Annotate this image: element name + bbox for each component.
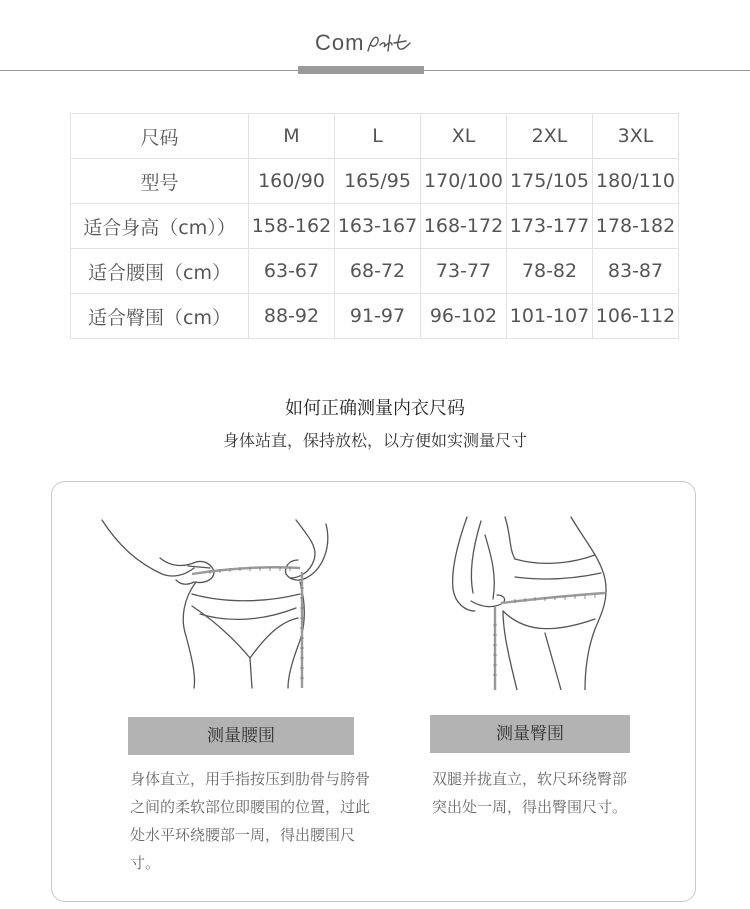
model-row — [71, 159, 679, 204]
table-cell: 3XL — [593, 114, 679, 159]
table-cell: XL — [421, 114, 507, 159]
header-accent-bar — [298, 66, 424, 74]
table-cell: 88-92 — [249, 294, 335, 339]
table-cell: 165/95 — [335, 159, 421, 204]
waist-measure-description: 身体直立，用手指按压到肋骨与胯骨之间的柔软部位即腰围的位置，过此处水平环绕腰部一周，得出腰围尺寸。 — [130, 770, 371, 872]
table-cell: 91-97 — [335, 294, 421, 339]
table-cell: M — [249, 114, 335, 159]
table-cell: 73-77 — [421, 249, 507, 294]
table-cell: 101-107 — [507, 294, 593, 339]
table-cell: 163-167 — [335, 204, 421, 249]
table-cell: 106-112 — [593, 294, 679, 339]
table-cell: 158-162 — [249, 204, 335, 249]
brand-text: Com — [315, 30, 365, 55]
table-row-header: 型号 — [71, 159, 249, 204]
waist-measure-label: 测量腰围 — [128, 717, 354, 755]
hip-measure-illustration — [445, 515, 615, 690]
table-cell: 170/100 — [421, 159, 507, 204]
table-cell: 96-102 — [421, 294, 507, 339]
table-cell: 68-72 — [335, 249, 421, 294]
brand-logo — [315, 30, 412, 56]
waist-measure-illustration — [100, 518, 330, 690]
table-row-header: 适合腰围（cm） — [71, 249, 249, 294]
hip-measure-description: 双腿并拢直立，软尺环绕臀部突出处一周，得出臀围尺寸。 — [432, 770, 628, 816]
table-cell: L — [335, 114, 421, 159]
hip-measure-label: 测量臀围 — [430, 715, 630, 753]
table-cell: 175/105 — [507, 159, 593, 204]
hip-row — [71, 294, 679, 339]
height-row — [71, 204, 679, 249]
table-cell: 178-182 — [593, 204, 679, 249]
table-cell: 2XL — [507, 114, 593, 159]
waist-row — [71, 249, 679, 294]
table-cell: 180/110 — [593, 159, 679, 204]
guide-title: 如何正确测量内衣尺码 — [285, 398, 465, 419]
header — [0, 0, 750, 80]
table-cell: 83-87 — [593, 249, 679, 294]
table-cell: 160/90 — [249, 159, 335, 204]
size-row — [71, 114, 679, 159]
table-row-header: 适合身高（cm）） — [71, 204, 249, 249]
table-cell: 78-82 — [507, 249, 593, 294]
table-row-header: 尺码 — [71, 114, 249, 159]
table-row-header: 适合臀围（cm） — [71, 294, 249, 339]
fit-script-logo-icon — [366, 31, 412, 55]
size-table — [70, 113, 679, 339]
guide-subtitle: 身体站直，保持放松，以方便如实测量尺寸 — [222, 431, 527, 450]
table-cell: 173-177 — [507, 204, 593, 249]
table-cell: 63-67 — [249, 249, 335, 294]
table-cell: 168-172 — [421, 204, 507, 249]
